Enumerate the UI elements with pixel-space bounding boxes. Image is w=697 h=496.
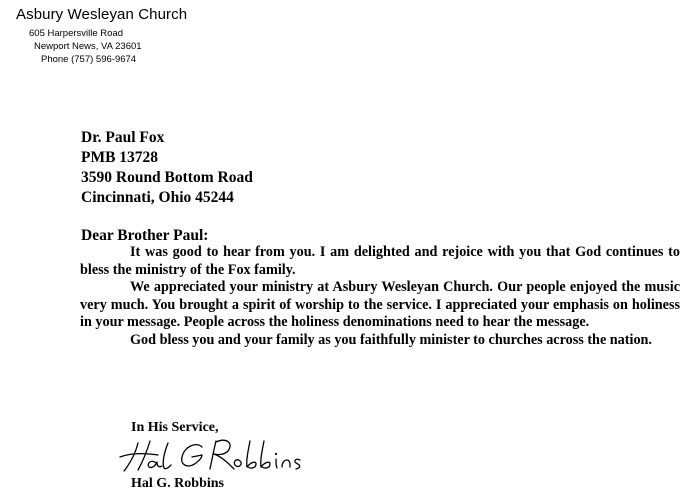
church-phone: Phone (757) 596-9674: [41, 54, 137, 65]
salutation: Dear Brother Paul:: [81, 227, 209, 244]
body-paragraph-2: We appreciated your ministry at Asbury Wesleyan Church. Our people enjoyed the music very much. You brought a spirit of worship to the service. I appreciated your emphasis on holiness in your message. People across the holiness denominations need to hear the message.: [80, 279, 680, 330]
signer-name: Hal G. Robbins: [131, 476, 224, 491]
recipient-city: Cincinnati, Ohio 45244: [81, 189, 234, 206]
recipient-street: 3590 Round Bottom Road: [81, 169, 253, 186]
recipient-name: Dr. Paul Fox: [81, 129, 165, 146]
body-paragraph-1: It was good to hear from you. I am delighted and rejoice with you that God continues to bless the ministry of the Fox family.: [80, 244, 680, 278]
body-paragraph-3: God bless you and your family as you faithfully minister to churches across the nation.: [130, 331, 652, 348]
recipient-pmb: PMB 13728: [81, 149, 159, 166]
handwritten-signature: [116, 433, 306, 475]
letter-body: [80, 244, 680, 349]
church-name: Asbury Wesleyan Church: [16, 6, 188, 23]
church-street: 605 Harpersville Road: [29, 28, 123, 39]
church-city: Newport News, VA 23601: [34, 41, 142, 52]
closing: In His Service,: [131, 420, 219, 435]
